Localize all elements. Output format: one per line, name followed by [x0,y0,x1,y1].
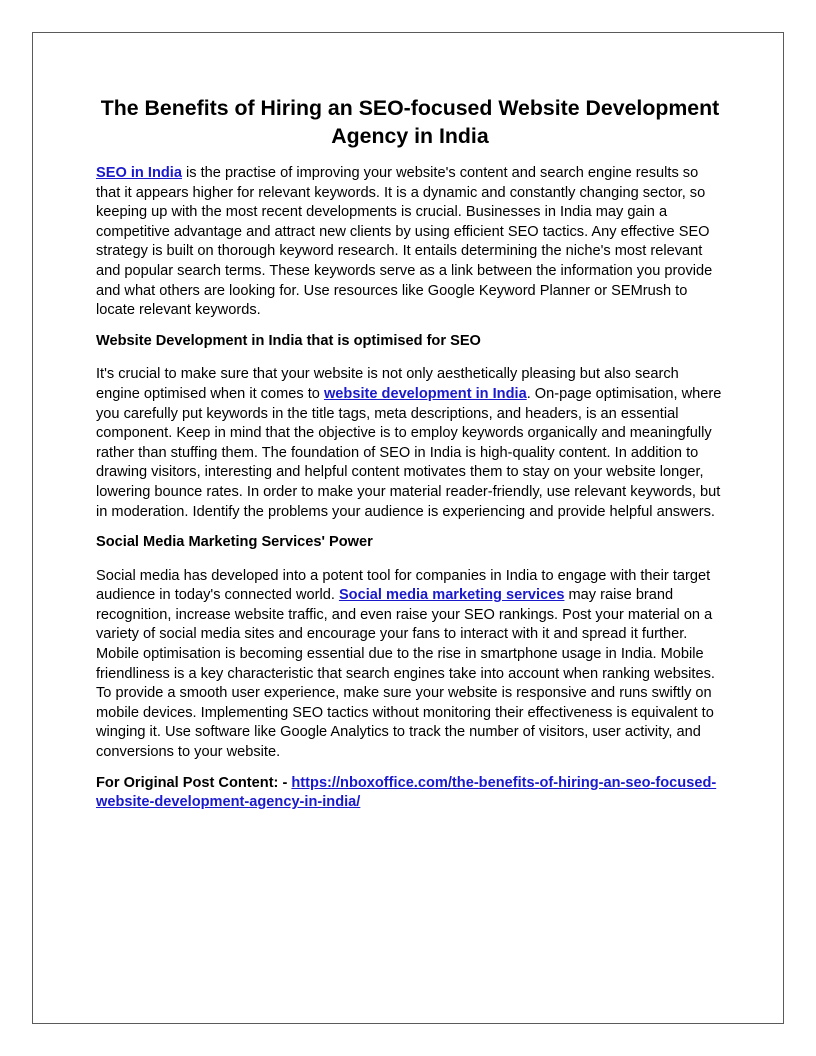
social-media-paragraph [96,567,724,763]
original-post-line [96,774,724,813]
section1-text-after: . On-page optimisation, where you carefully put keywords in the title tags, meta descriptions, and headers, is an essential component. Keep in mind that the objective is to employ keywords organically and meaningfully rather than stuffing them. The foundation of SEO in India is high-quality content. In addition to drawing visitors, interesting and helpful content motivates them to stay on your website longer, lowering bounce rates. In order to make your material reader-friendly, use relevant keywords, but in moderation. Identify the problems your audience is experiencing and provide helpful answers. [96,385,722,520]
original-post-link[interactable]: https://nboxoffice.com/the-benefits-of-hiring-an-seo-focused-website-development-agency-in-india/ [96,774,717,811]
section2-text-before: Social media has developed into a potent tool for companies in India to engage with their target audience in today's connected world. [96,567,711,604]
document-title: The Benefits of Hiring an SEO-focused Website Development Agency in India [100,96,720,148]
section2-text-after: may raise brand recognition, increase website traffic, and even raise your SEO rankings. Post your material on a variety of social media sites and encourage your fans to interact with it and spread it further. Mobile optimisation is becoming essential due to the rise in smartphone usage in India. Mobile friendliness is a key characteristic that search engines take into account when ranking websites. To provide a smooth user experience, make sure your website is responsive and runs swiftly on mobile devices. Implementing SEO tactics without monitoring their effectiveness is equivalent to winging it. Use software like Google Analytics to track the number of visitors, user activity, and conversions to your website. [96,587,715,761]
social-media-marketing-link[interactable]: Social media marketing services [338,587,565,604]
document-body [96,94,724,824]
website-development-paragraph [96,365,724,522]
seo-in-india-link[interactable]: SEO in India [96,165,182,181]
section-heading-website-development: Website Development in India that is optimised for SEO [96,332,481,349]
section-heading-social-media: Social Media Marketing Services' Power [96,534,373,551]
section1-text-before: It's crucial to make sure that your website is not only aesthetically pleasing but also search engine optimised when it comes to [96,366,679,402]
intro-paragraph [96,164,724,321]
intro-text: is the practise of improving your website's content and search engine results so that it appears higher for relevant keywords. It is a dynamic and constantly changing sector, so keeping up with the most recent developments is crucial. Businesses in India may gain a competitive advantage and attract new clients by using efficient SEO tactics. Any effective SEO strategy is built on thorough keyword research. It entails determining the niche's most relevant and popular search terms. These keywords serve as a link between the information you provide and what others are looking for. Use resources like Google Keyword Planner or SEMrush to locate relevant keywords. [96,165,713,319]
original-post-label: For Original Post Content: - [96,774,292,791]
website-development-link[interactable]: website development in India [323,385,527,402]
